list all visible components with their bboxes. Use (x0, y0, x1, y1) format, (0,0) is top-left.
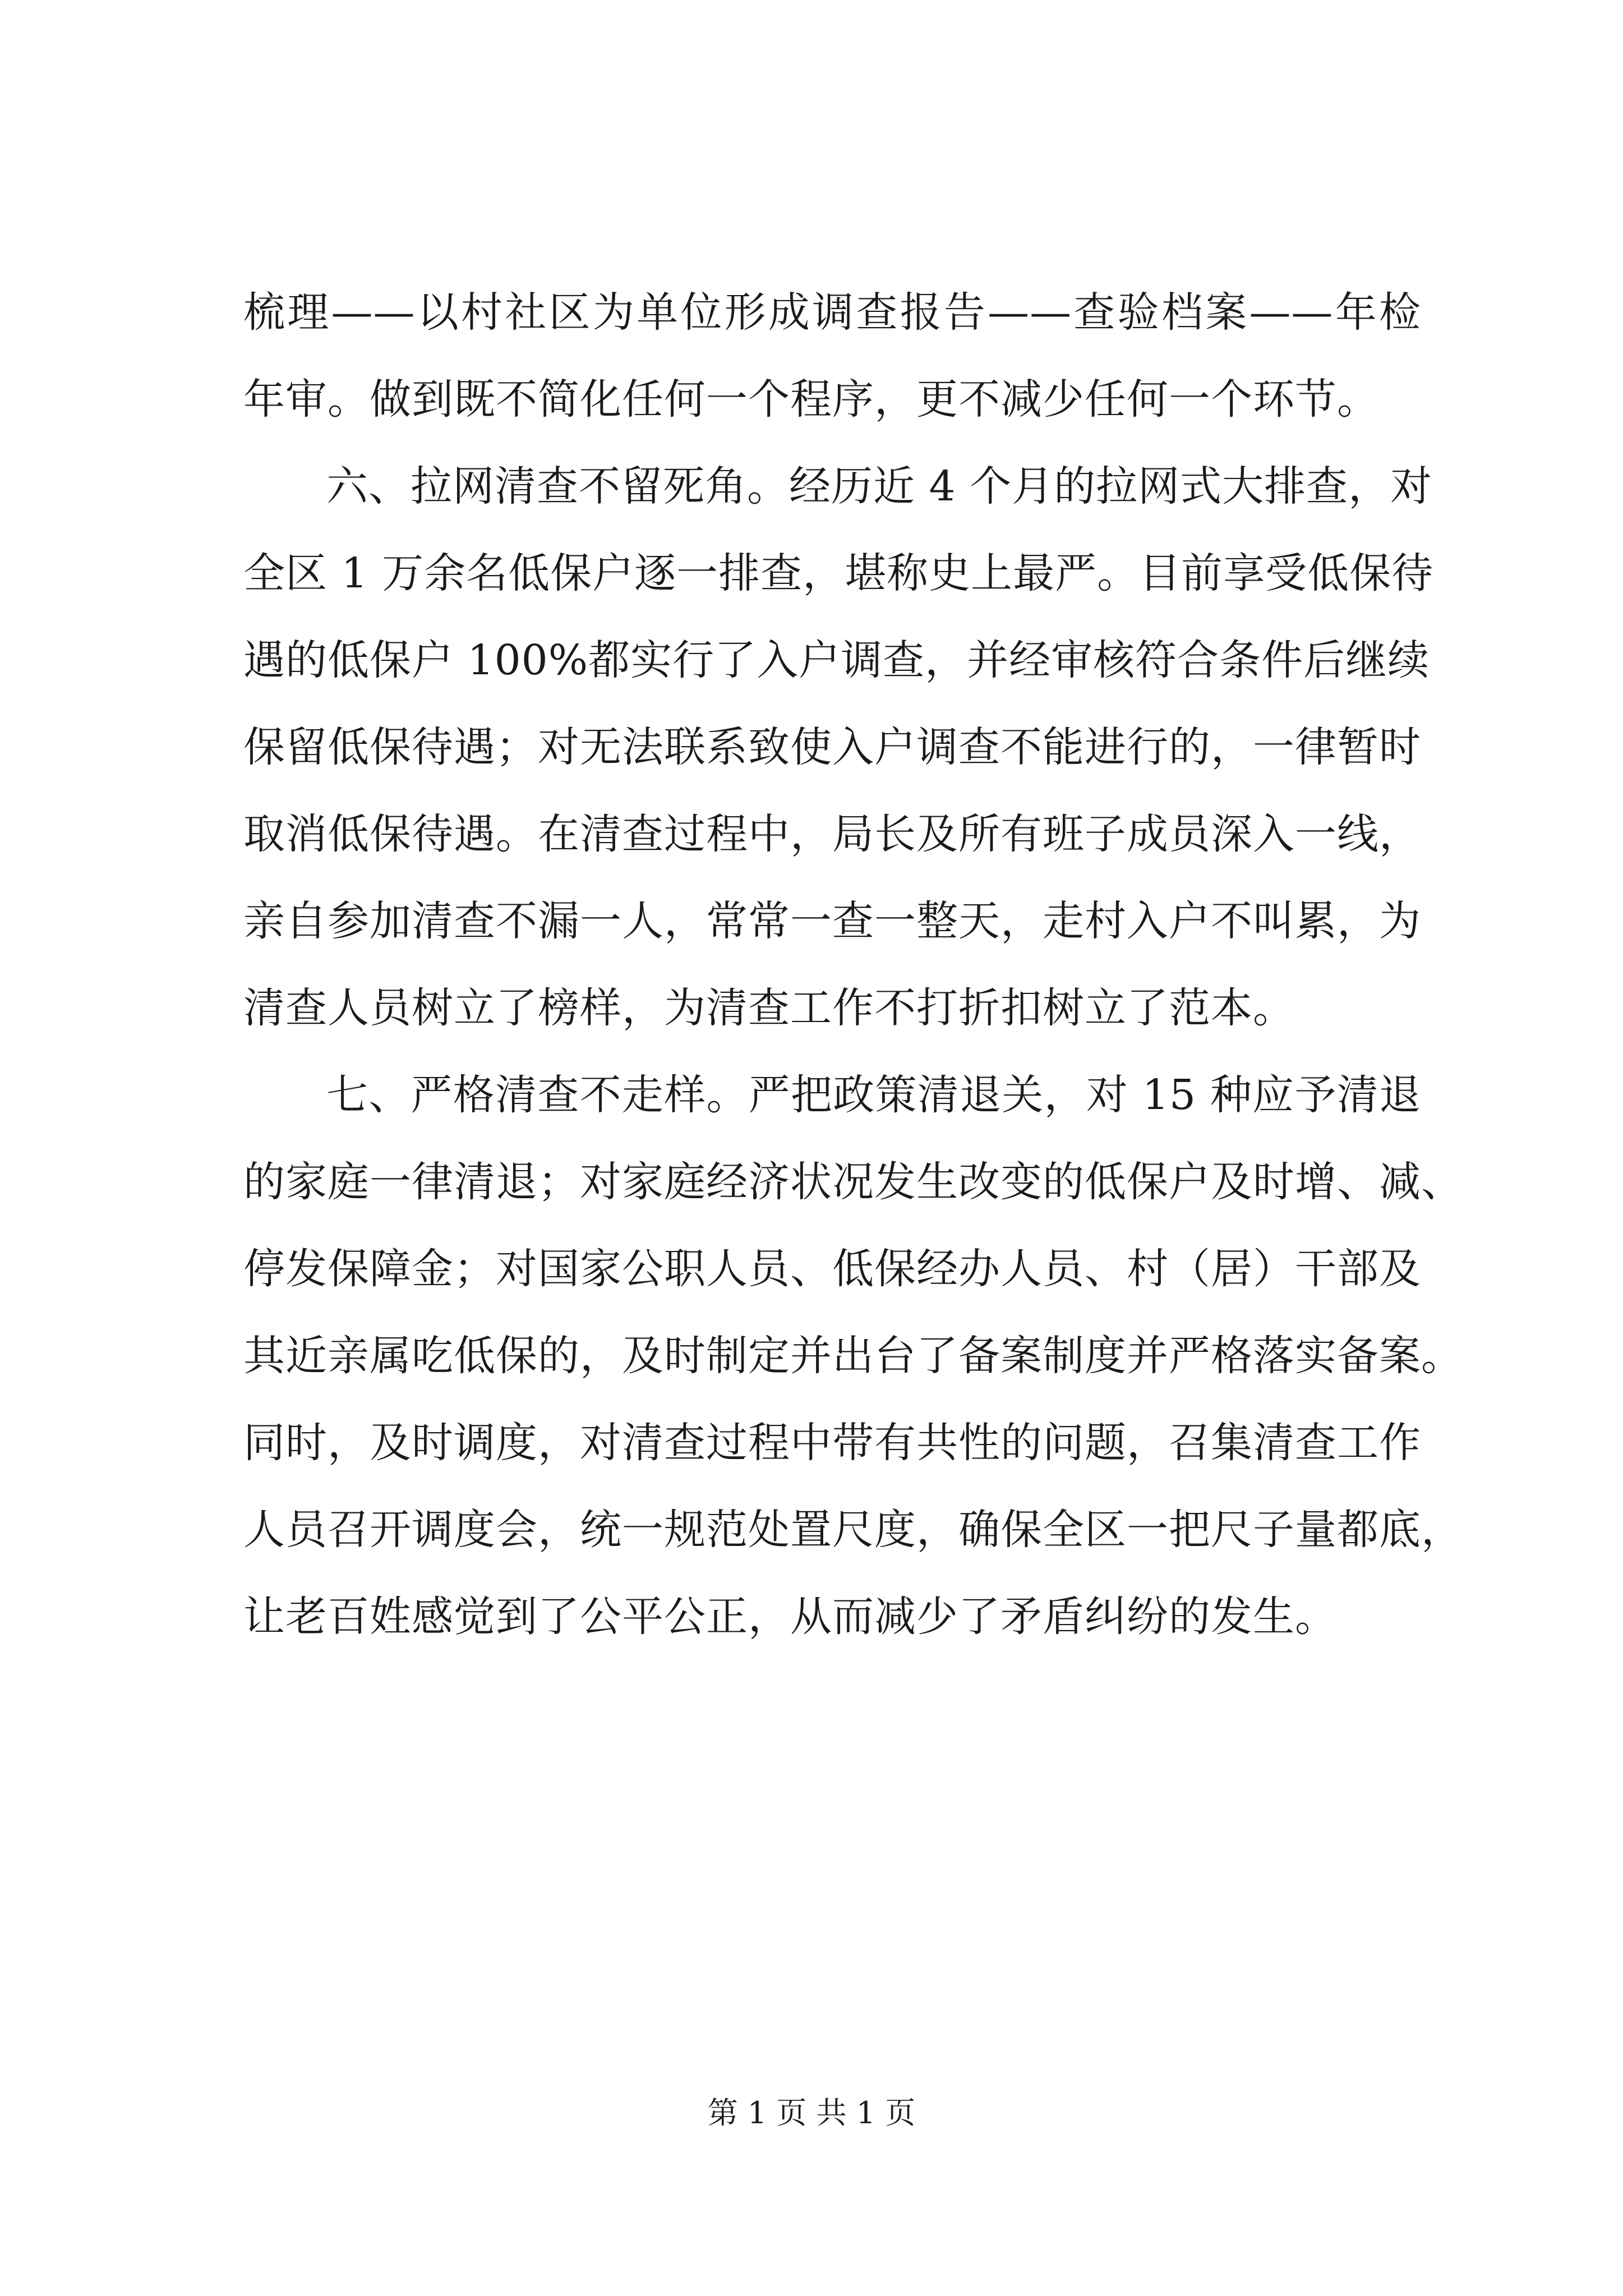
paragraph (243, 269, 1421, 443)
text-line: 全区 1 万余名低保户逐一排查，堪称史上最严。目前享受低保待 (243, 549, 1434, 597)
text-line: 亲自参加清查不漏一人，常常一查一整天，走村入户不叫累，为 (243, 897, 1421, 945)
text-line: 让老百姓感觉到了公平公正，从而减少了矛盾纠纷的发生。 (243, 1593, 1337, 1641)
paragraph (243, 1052, 1463, 1660)
document-body (243, 269, 1463, 1660)
text-line: 其近亲属吃低保的，及时制定并出台了备案制度并严格落实备案。 (243, 1332, 1463, 1380)
text-line: 六、拉网清查不留死角。经历近 4 个月的拉网式大排查，对 (326, 462, 1433, 510)
text-line: 清查人员树立了榜样，为清查工作不打折扣树立了范本。 (243, 984, 1295, 1032)
paragraph (243, 443, 1434, 1052)
page-number-footer: 第 1 页 共 1 页 (707, 2095, 916, 2131)
text-line: 的家庭一律清退；对家庭经济状况发生改变的低保户及时增、减、 (243, 1158, 1463, 1206)
text-line: 停发保障金；对国家公职人员、低保经办人员、村（居）干部及 (243, 1245, 1421, 1293)
text-line: 同时，及时调度，对清查过程中带有共性的问题，召集清查工作 (243, 1419, 1421, 1467)
text-line: 人员召开调度会，统一规范处置尺度，确保全区一把尺子量都底， (243, 1506, 1463, 1554)
text-line: 七、严格清查不走样。严把政策清退关，对 15 种应予清退 (326, 1071, 1421, 1119)
text-line: 遇的低保户 100%都实行了入户调查，并经审核符合条件后继续 (243, 636, 1430, 684)
text-line: 梳理——以村社区为单位形成调查报告——查验档案——年检 (243, 288, 1421, 337)
text-line: 取消低保待遇。在清查过程中，局长及所有班子成员深入一线， (243, 810, 1421, 858)
text-line: 保留低保待遇；对无法联系致使入户调查不能进行的，一律暂时 (243, 723, 1421, 771)
text-line: 年审。做到既不简化任何一个程序，更不减少任何一个环节。 (243, 375, 1379, 424)
